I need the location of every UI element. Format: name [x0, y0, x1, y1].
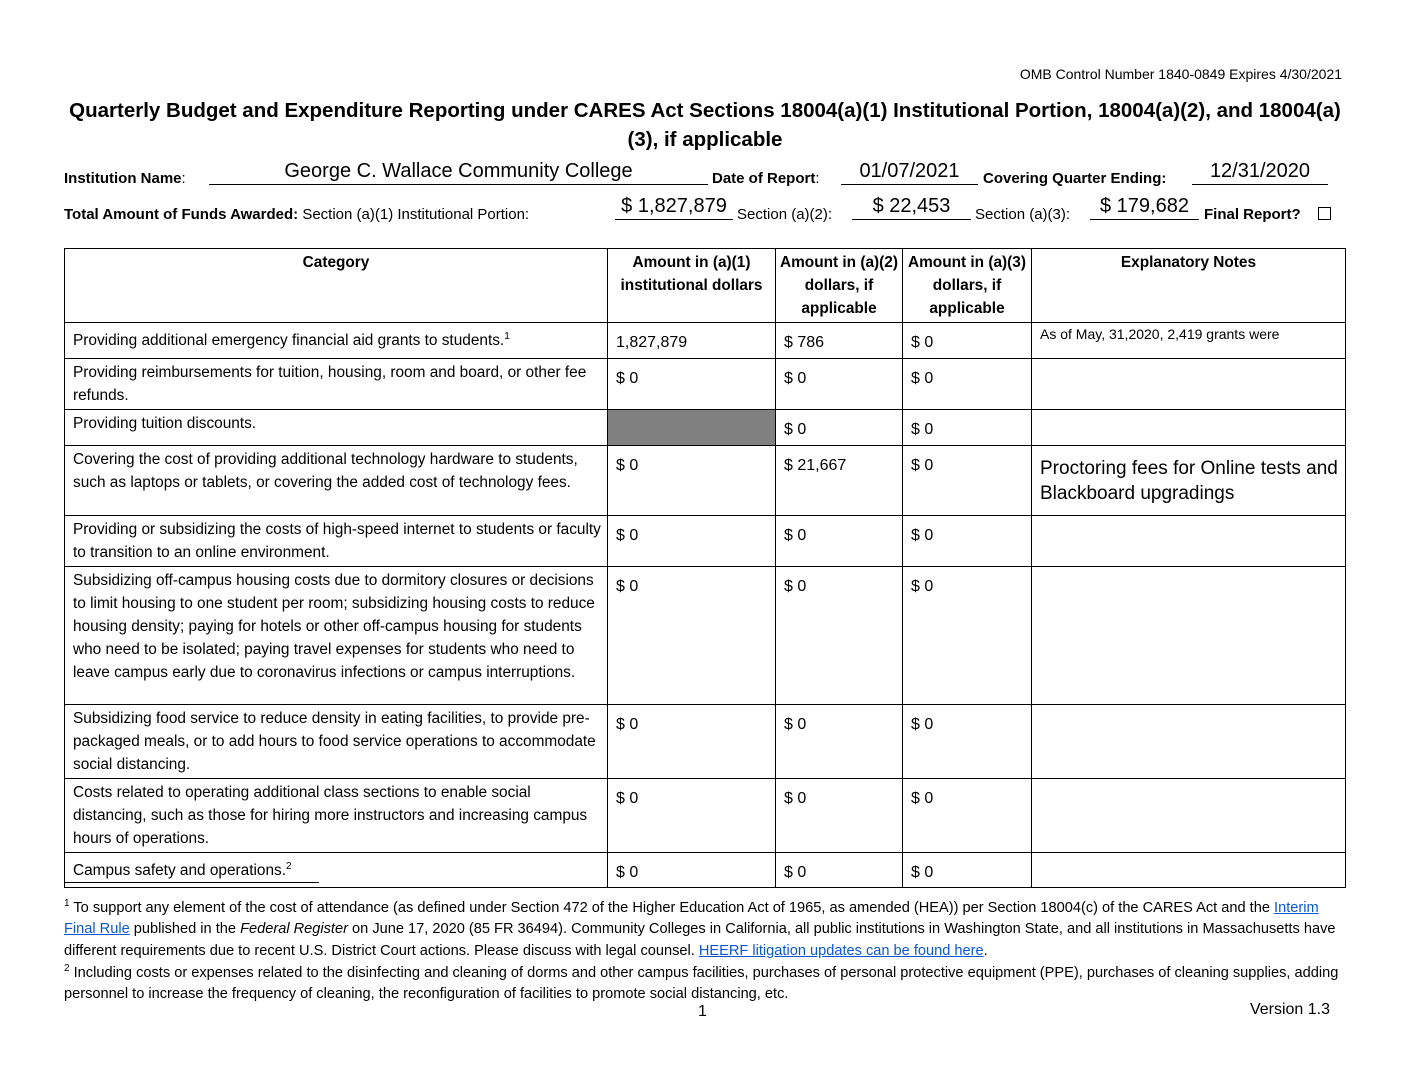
a2-funds-field[interactable]: $ 22,453 [852, 195, 971, 220]
table-row [65, 410, 1346, 446]
date-label: Date of Report [712, 170, 816, 187]
a2-amount-cell[interactable]: $ 0 [776, 516, 903, 567]
version-label: Version 1.3 [1249, 1001, 1330, 1018]
category-cell [65, 323, 608, 359]
footnote-1-text-b: published in the [133, 921, 237, 938]
a2-amount-cell[interactable]: $ 0 [776, 779, 903, 853]
date-label-wrap: Date of Report: [712, 170, 820, 187]
category-cell: Providing tuition discounts. [65, 410, 608, 446]
notes-cell[interactable] [1032, 705, 1346, 779]
table-row [65, 516, 1346, 567]
a2-amount-cell[interactable]: $ 0 [776, 567, 903, 705]
footnote-1 [64, 893, 1349, 962]
a2-amount-cell[interactable]: $ 0 [776, 705, 903, 779]
final-report-checkbox[interactable] [1318, 207, 1331, 220]
a2-amount-cell[interactable]: $ 0 [776, 853, 903, 888]
footnote-ref: 1 [504, 331, 510, 342]
interim-final-rule-link[interactable]: Interim Final Rule [64, 899, 1319, 938]
category-cell: Costs related to operating additional class sections to enable social distancing, such as those for hiring more instructors and increasing campus hours of operations. [65, 779, 608, 853]
final-report-label: Final Report? [1204, 206, 1301, 223]
a2-amount-cell[interactable]: $ 0 [776, 410, 903, 446]
a2-amount-cell[interactable]: $ 786 [776, 323, 903, 359]
a3-amount-cell[interactable]: $ 0 [903, 410, 1032, 446]
notes-cell[interactable] [1032, 567, 1346, 705]
a3-label: Section (a)(3): [975, 206, 1071, 223]
a2-amount-cell[interactable]: $ 21,667 [776, 446, 903, 516]
quarter-ending-field[interactable]: 12/31/2020 [1192, 160, 1328, 185]
a1-amount-cell[interactable]: $ 0 [608, 446, 776, 516]
notes-cell[interactable] [1032, 853, 1346, 888]
footnote-2-marker: 2 [64, 963, 70, 974]
category-cell: Providing or subsidizing the costs of high-speed internet to students or faculty to transition to an online environment. [65, 516, 608, 567]
a3-amount-cell[interactable]: $ 0 [903, 853, 1032, 888]
footnote-2-text: Including costs or expenses related to the disinfecting and cleaning of dorms and other campus facilities, purchases of personal protective equipment (PPE), purchases of cleaning supplies, adding personnel to increase the frequency of cleaning, the reconfiguration of facilities to promote social distancing, etc. [64, 964, 1339, 1003]
institution-name-field[interactable]: George C. Wallace Community College [209, 160, 708, 185]
category-text: Providing additional emergency financial aid grants to students. [73, 332, 505, 350]
heerf-litigation-link[interactable]: HEERF litigation updates can be found here [698, 942, 984, 959]
a3-amount-cell[interactable]: $ 0 [903, 567, 1032, 705]
category-text: Campus safety and operations. [73, 862, 287, 880]
category-cell: Covering the cost of providing additional technology hardware to students, such as laptops or tablets, or covering the added cost of technology fees. [65, 446, 608, 516]
a2-amount-cell[interactable]: $ 0 [776, 359, 903, 410]
table-row [65, 359, 1346, 410]
quarter-label: Covering Quarter Ending: [983, 170, 1167, 187]
header-notes: Explanatory Notes [1032, 249, 1346, 323]
a1-funds-field[interactable]: $ 1,827,879 [615, 195, 733, 220]
page-title: Quarterly Budget and Expenditure Reporting under CARES Act Sections 18004(a)(1) Institutional Portion, 18004(a)(2), and 18004(a)(3), if applicable [69, 99, 1341, 151]
header-a2: Amount in (a)(2) dollars, if applicable [776, 249, 903, 323]
notes-cell[interactable]: As of May, 31,2020, 2,419 grants were [1032, 323, 1346, 359]
total-funds-label: Total Amount of Funds Awarded: [64, 206, 299, 223]
table-row [65, 705, 1346, 779]
institution-label: Institution Name [64, 170, 182, 187]
a1-amount-cell[interactable]: $ 0 [608, 359, 776, 410]
a1-label: Section (a)(1) Institutional Portion: [302, 206, 530, 223]
notes-cell[interactable]: Proctoring fees for Online tests and Blackboard upgradings [1032, 446, 1346, 516]
header-a1: Amount in (a)(1) institutional dollars [608, 249, 776, 323]
a3-funds-field[interactable]: $ 179,682 [1090, 195, 1199, 220]
a1-amount-cell-shaded [608, 410, 776, 446]
table-row [65, 323, 1346, 359]
table-row [65, 567, 1346, 705]
a3-amount-cell[interactable]: $ 0 [903, 705, 1032, 779]
notes-cell[interactable] [1032, 516, 1346, 567]
a2-label: Section (a)(2): [737, 206, 833, 223]
footnote-divider [64, 882, 319, 883]
a1-amount-cell[interactable]: $ 0 [608, 516, 776, 567]
institution-label-wrap: Institution Name: [64, 170, 186, 187]
page-number: 1 [698, 1003, 707, 1020]
date-of-report-field[interactable]: 01/07/2021 [841, 160, 978, 185]
table-header-row [65, 249, 1346, 323]
expenditure-table [64, 248, 1346, 888]
footnote-1-marker: 1 [64, 898, 70, 909]
footnote-2 [64, 958, 1349, 1006]
footnote-1-text-c: on June 17, 2020 (85 FR 36494). Community Colleges in California, all public institutions in Washington State, and all institutions in Massachusetts have different requirements due to recent U.S. District Court actions. Please discuss with legal counsel. [64, 921, 1336, 959]
category-cell: Subsidizing food service to reduce density in eating facilities, to provide pre-packaged meals, or to add hours to food service operations to accommodate social distancing. [65, 705, 608, 779]
a3-amount-cell[interactable]: $ 0 [903, 779, 1032, 853]
footnote-1-end: . [983, 942, 988, 959]
footnote-ref: 2 [286, 861, 292, 872]
category-cell: Providing reimbursements for tuition, housing, room and board, or other fee refunds. [65, 359, 608, 410]
table-row [65, 446, 1346, 516]
footnote-1-text-a: To support any element of the cost of attendance (as defined under Section 472 of the Higher Education Act of 1965, as amended (HEA)) per Section 18004(c) of the CARES Act and the [73, 899, 1270, 916]
a1-amount-cell[interactable]: 1,827,879 [608, 323, 776, 359]
header-category: Category [65, 249, 608, 323]
a1-amount-cell[interactable]: $ 0 [608, 567, 776, 705]
omb-control-number: OMB Control Number 1840-0849 Expires 4/30/2021 [1019, 66, 1342, 82]
federal-register-text: Federal Register [240, 921, 348, 938]
a3-amount-cell[interactable]: $ 0 [903, 446, 1032, 516]
notes-cell[interactable] [1032, 359, 1346, 410]
a1-amount-cell[interactable]: $ 0 [608, 779, 776, 853]
a3-amount-cell[interactable]: $ 0 [903, 516, 1032, 567]
a3-amount-cell[interactable]: $ 0 [903, 323, 1032, 359]
a1-amount-cell[interactable]: $ 0 [608, 853, 776, 888]
total-funds-label-wrap [64, 206, 529, 223]
notes-cell[interactable] [1032, 410, 1346, 446]
a1-amount-cell[interactable]: $ 0 [608, 705, 776, 779]
category-cell: Subsidizing off-campus housing costs due to dormitory closures or decisions to limit housing to one student per room; subsidizing housing costs to reduce housing density; paying for hotels or other off-campus housing for students who need to be isolated; paying travel expenses for students who need to leave campus early due to coronavirus infections or campus interruptions. [65, 567, 608, 705]
notes-cell[interactable] [1032, 779, 1346, 853]
table-row [65, 779, 1346, 853]
header-a3: Amount in (a)(3) dollars, if applicable [903, 249, 1032, 323]
a3-amount-cell[interactable]: $ 0 [903, 359, 1032, 410]
